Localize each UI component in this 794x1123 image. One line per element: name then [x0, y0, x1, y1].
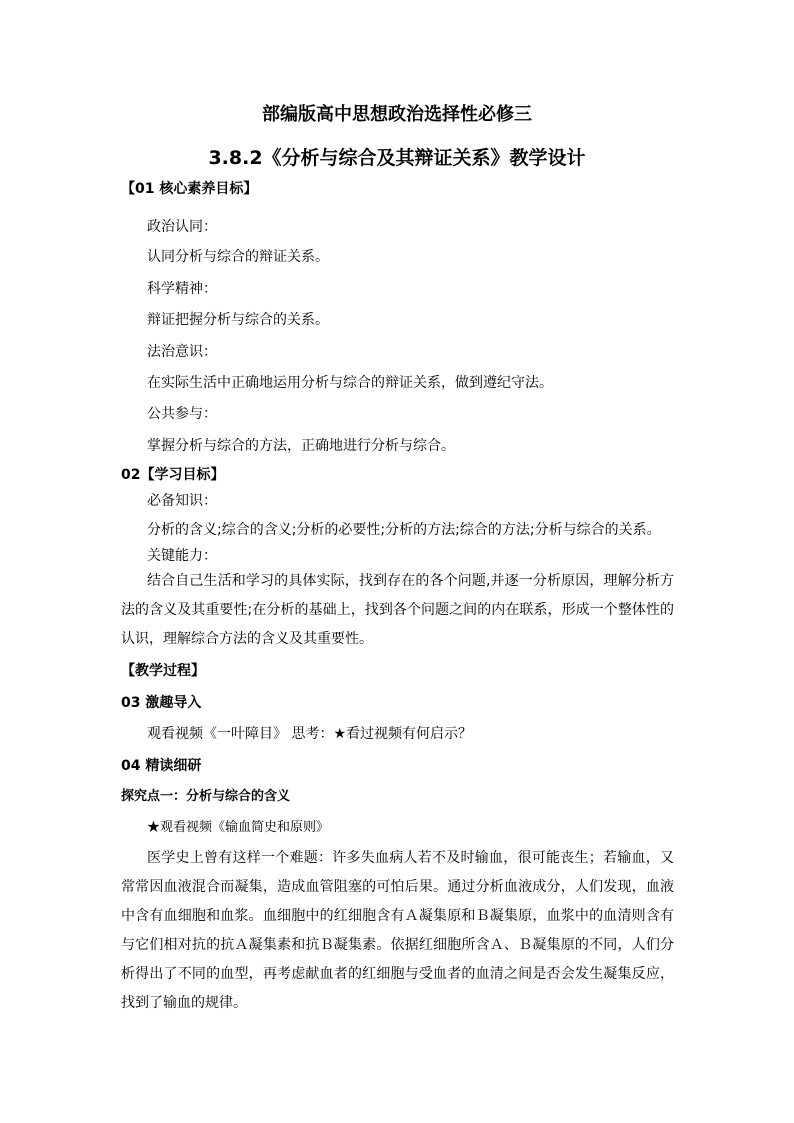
section-heading-introduction: 03 激趣导入: [121, 695, 202, 711]
list-item: 辩证把握分析与综合的关系。: [147, 312, 329, 328]
exploration-point-heading: 探究点一：分析与综合的含义: [121, 789, 291, 804]
list-item: 认同分析与综合的辩证关系。: [147, 249, 329, 265]
section-heading-core-literacy: 【01 核心素养目标】: [121, 181, 258, 197]
list-item: 掌握分析与综合的方法，正确地进行分析与综合。: [147, 438, 455, 454]
list-item: 政治认同：: [147, 219, 217, 235]
document-subtitle: 3.8.2《分析与综合及其辩证关系》教学设计: [208, 147, 586, 169]
label-required-knowledge: 必备知识：: [147, 493, 217, 509]
list-item: 在实际生活中正确地运用分析与综合的辩证关系，做到遵纪守法。: [147, 375, 553, 391]
list-item: 公共参与：: [147, 406, 217, 422]
video-note: ★观看视频《输血简史和原则》: [147, 820, 330, 835]
label-key-abilities: 关键能力：: [147, 548, 217, 564]
required-knowledge-text: 分析的含义;综合的含义;分析的必要性;分析的方法;综合的方法;分析与综合的关系。: [147, 522, 661, 538]
document-title: 部编版高中思想政治选择性必修三: [262, 104, 532, 125]
list-item: 科学精神：: [147, 281, 217, 297]
key-abilities-paragraph: 结合自己生活和学习的具体实际，找到存在的各个问题,并逐一分析原因，理解分析方法的含义及其重要性;在分析的基础上，找到各个问题之间的内在联系，形成一个整体性的认识，理解综合方法的含义及其重要性。: [121, 573, 674, 647]
blood-transfusion-paragraph: 医学史上曾有这样一个难题：许多失血病人若不及时输血，很可能丧生；若输血，又常常因血液混合而凝集，造成血管阻塞的可怕后果。通过分析血液成分，人们发现，血液中含有血细胞和血浆。血细胞中的红细胞含有Ａ凝集原和Ｂ凝集原，血浆中的血清则含有与它们相对抗的抗Ａ凝集素和抗Ｂ凝集素。依据红细胞所含Ａ、Ｂ凝集原的不同，人们分析得出了不同的血型，再考虑献血者的红细胞与受血者的血清之间是否会发生凝集反应，找到了输血的规律。: [121, 850, 674, 1011]
introduction-text: 观看视频《一叶障目》 思考：★看过视频有何启示？: [147, 726, 472, 742]
section-heading-teaching-process: 【教学过程】: [121, 663, 205, 679]
list-item: 法治意识：: [147, 344, 217, 360]
section-heading-learning-goals: 02【学习目标】: [121, 467, 225, 483]
section-heading-close-reading: 04 精读细研: [121, 758, 202, 774]
